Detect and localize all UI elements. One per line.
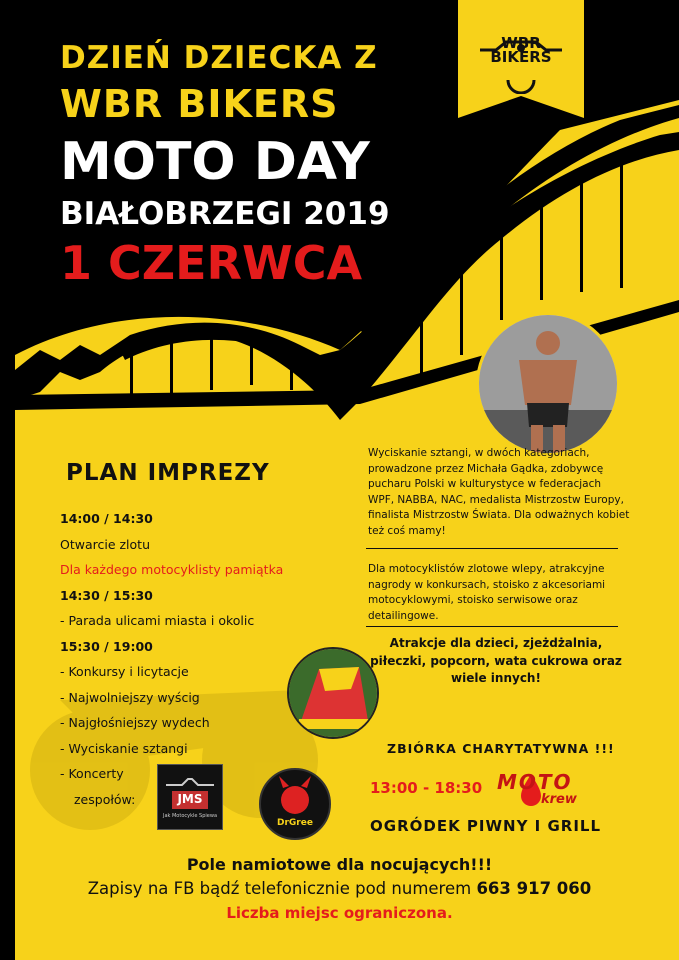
schedule-time: 14:00 / 14:30 [60, 511, 153, 526]
schedule-item: Otwarcie zlotu [60, 536, 151, 552]
limited-places: Liczba miejsc ograniczona. [226, 904, 453, 922]
bouncy-slide-image [289, 649, 377, 737]
weightlifting-info: Wyciskanie sztangi, w dwóch kategoriach, prowadzone przez Michała Gądka, zdobywcę pucharu Polski w kulturystyce w federacjach WPF, NABBA, NAC, medalista Mistrzostw Europy, finalista Mistrzostw Świata. Dla odważnych kobiet też coś mamy! [368, 447, 630, 537]
badge-line2: BIKERS [490, 48, 552, 66]
divider [366, 626, 618, 627]
schedule-item: - Koncerty [60, 761, 360, 787]
kids-attractions: Atrakcje dla dzieci, zjeżdżalnia, piłeczki, popcorn, wata cukrowa oraz wiele innych! [370, 636, 622, 685]
drgree-logo [259, 768, 331, 840]
schedule-item: - Najgłośniejszy wydech [60, 710, 360, 736]
gear-icon [506, 78, 536, 94]
bodybuilder-photo [476, 312, 620, 456]
schedule-item: - Wyciskanie sztangi [60, 736, 360, 762]
jms-logo [157, 764, 223, 830]
bikers-info: Dla motocyklistów zlotowe wlepy, atrakcyjne nagrody w konkursach, stoisko z akcesoriami motocyklowymi, stoisko serwisowe oraz detailingowe. [368, 563, 606, 622]
drgree-logo-text: DrGree [277, 818, 313, 828]
bouncy-slide-photo [287, 647, 379, 739]
camping-info: Pole namiotowe dla nocujących!!! [186, 855, 493, 874]
motokrew-logo-moto: MOTO [497, 770, 573, 794]
badge-text [476, 36, 566, 64]
schedule-item: - Parada ulicami miasta i okolic [60, 608, 360, 634]
bodybuilder-image [479, 315, 617, 453]
motokrew-logo [497, 768, 615, 812]
schedule-time: 15:30 / 19:00 [60, 638, 153, 654]
schedule-time: 14:30 / 15:30 [60, 587, 153, 603]
jms-logo-subtext: Jak Motocykle Spiewa [162, 813, 218, 819]
schedule-item: - Najwolniejszy wyścig [60, 685, 360, 711]
divider [366, 548, 618, 549]
plan-title: PLAN IMPREZY [66, 460, 270, 486]
charity-hours: 13:00 - 18:30 [370, 779, 483, 797]
schedule-note: Dla każdego motocyklisty pamiątka [60, 562, 284, 577]
badge-line1: WBR [501, 34, 541, 52]
schedule-item: - Konkursy i licytacje [60, 659, 360, 685]
header-line-1: DZIEŃ DZIECKA Z [60, 40, 378, 76]
header-date: 1 CZERWCA [60, 236, 363, 290]
signup-text: Zapisy na FB bądź telefonicznie pod numerem [87, 879, 477, 898]
jms-logo-text: JMS [177, 792, 203, 806]
signup-info [0, 879, 679, 898]
schedule-item: zespołów: [74, 791, 136, 807]
header-location-year: BIAŁOBRZEGI 2019 [60, 196, 390, 232]
header-moto-day: MOTO DAY [60, 132, 370, 192]
charity-title: ZBIÓRKA CHARYTATYWNA !!! [387, 741, 615, 756]
beer-garden: OGRÓDEK PIWNY I GRILL [370, 817, 602, 835]
header-line-2: WBR BIKERS [60, 82, 339, 126]
motokrew-logo-krew: krew [541, 792, 577, 807]
phone-number: 663 917 060 [476, 879, 592, 898]
